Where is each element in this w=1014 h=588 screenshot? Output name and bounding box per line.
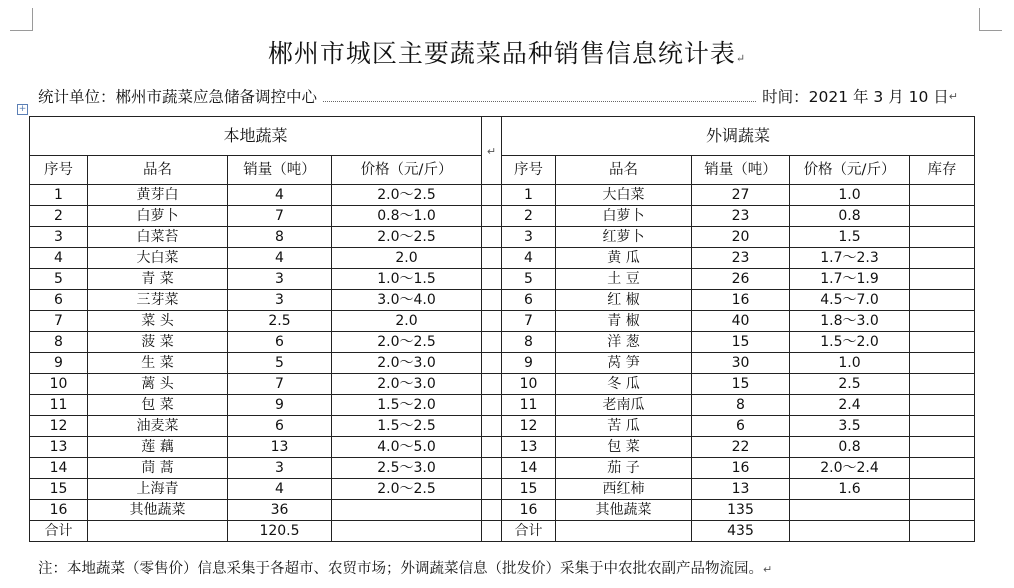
imported-volume-cell: 22 <box>692 437 790 458</box>
imported-volume-cell: 27 <box>692 185 790 206</box>
imported-price-cell: 1.7～1.9 <box>790 269 910 290</box>
total-row <box>30 521 975 542</box>
gap-cell <box>482 206 502 227</box>
gap-cell <box>482 374 502 395</box>
imported-stock-cell <box>910 248 975 269</box>
local-price-cell: 2.0～2.5 <box>332 185 482 206</box>
local-volume-cell: 9 <box>228 395 332 416</box>
table-move-handle-icon[interactable]: + <box>18 104 27 114</box>
imported-stock-cell <box>910 500 975 521</box>
local-volume-cell: 13 <box>228 437 332 458</box>
imported-price-cell: 1.0 <box>790 185 910 206</box>
local-index-cell: 16 <box>30 500 88 521</box>
local-price-cell: 2.5～3.0 <box>332 458 482 479</box>
imported-total-stock-empty <box>910 521 975 542</box>
column-gap: ↵ <box>482 117 502 185</box>
imported-index-cell: 4 <box>502 248 556 269</box>
imported-index-cell: 12 <box>502 416 556 437</box>
local-index-cell: 3 <box>30 227 88 248</box>
imported-total-empty <box>556 521 692 542</box>
imported-price-cell <box>790 500 910 521</box>
local-name-cell: 油麦菜 <box>88 416 228 437</box>
local-index-cell: 2 <box>30 206 88 227</box>
local-index-cell: 4 <box>30 248 88 269</box>
imported-volume-cell: 13 <box>692 479 790 500</box>
footnote: 注：本地蔬菜（零售价）信息采集于各超市、农贸市场；外调蔬菜信息（批发价）采集于中农批农副产品物流园。↵ <box>38 561 773 577</box>
local-index-cell: 1 <box>30 185 88 206</box>
imported-volume-cell: 23 <box>692 248 790 269</box>
imported-stock-cell <box>910 311 975 332</box>
imported-col-volume: 销量（吨） <box>692 156 790 185</box>
local-price-cell: 1.0～1.5 <box>332 269 482 290</box>
imported-price-cell: 2.0～2.4 <box>790 458 910 479</box>
local-price-cell: 2.0 <box>332 311 482 332</box>
imported-name-cell: 黄 瓜 <box>556 248 692 269</box>
local-col-name: 品名 <box>88 156 228 185</box>
column-header-row <box>30 156 975 185</box>
imported-price-cell: 1.7～2.3 <box>790 248 910 269</box>
imported-name-cell: 红 椒 <box>556 290 692 311</box>
table-row <box>30 500 975 521</box>
table-row <box>30 248 975 269</box>
local-price-cell: 1.5～2.0 <box>332 395 482 416</box>
imported-volume-cell: 30 <box>692 353 790 374</box>
local-name-cell: 莲 藕 <box>88 437 228 458</box>
dotted-leader <box>323 91 756 102</box>
imported-stock-cell <box>910 206 975 227</box>
imported-col-price: 价格（元/斤） <box>790 156 910 185</box>
local-volume-cell: 36 <box>228 500 332 521</box>
imported-col-stock: 库存 <box>910 156 975 185</box>
local-col-volume: 销量（吨） <box>228 156 332 185</box>
gap-cell <box>482 458 502 479</box>
imported-stock-cell <box>910 458 975 479</box>
imported-stock-cell <box>910 416 975 437</box>
local-volume-cell: 3 <box>228 458 332 479</box>
imported-price-cell: 1.6 <box>790 479 910 500</box>
table-row <box>30 185 975 206</box>
imported-index-cell: 2 <box>502 206 556 227</box>
imported-name-cell: 洋 葱 <box>556 332 692 353</box>
local-index-cell: 15 <box>30 479 88 500</box>
local-index-cell: 13 <box>30 437 88 458</box>
gap-cell <box>482 311 502 332</box>
imported-name-cell: 苦 瓜 <box>556 416 692 437</box>
local-name-cell: 生 菜 <box>88 353 228 374</box>
local-index-cell: 14 <box>30 458 88 479</box>
local-price-cell: 2.0～2.5 <box>332 227 482 248</box>
local-name-cell: 白萝卜 <box>88 206 228 227</box>
imported-volume-cell: 16 <box>692 458 790 479</box>
imported-index-cell: 3 <box>502 227 556 248</box>
imported-price-cell: 3.5 <box>790 416 910 437</box>
vegetable-sales-table <box>29 116 975 542</box>
local-price-cell: 3.0～4.0 <box>332 290 482 311</box>
gap-cell <box>482 332 502 353</box>
local-volume-cell: 3 <box>228 290 332 311</box>
local-price-cell: 2.0～2.5 <box>332 332 482 353</box>
local-index-cell: 8 <box>30 332 88 353</box>
gap-cell <box>482 500 502 521</box>
imported-price-cell: 4.5～7.0 <box>790 290 910 311</box>
imported-stock-cell <box>910 374 975 395</box>
local-price-cell: 2.0 <box>332 248 482 269</box>
local-volume-cell: 5 <box>228 353 332 374</box>
local-name-cell: 青 菜 <box>88 269 228 290</box>
imported-name-cell: 西红柿 <box>556 479 692 500</box>
imported-stock-cell <box>910 353 975 374</box>
local-col-index: 序号 <box>30 156 88 185</box>
table-row <box>30 458 975 479</box>
imported-index-cell: 1 <box>502 185 556 206</box>
table-row <box>30 437 975 458</box>
local-name-cell: 包 菜 <box>88 395 228 416</box>
local-name-cell: 蓠 头 <box>88 374 228 395</box>
imported-price-cell: 0.8 <box>790 437 910 458</box>
imported-volume-cell: 16 <box>692 290 790 311</box>
local-index-cell: 10 <box>30 374 88 395</box>
table-row <box>30 206 975 227</box>
local-total-empty <box>88 521 228 542</box>
local-total-label: 合计 <box>30 521 88 542</box>
imported-stock-cell <box>910 332 975 353</box>
imported-index-cell: 6 <box>502 290 556 311</box>
imported-name-cell: 包 菜 <box>556 437 692 458</box>
table-row <box>30 416 975 437</box>
imported-volume-cell: 40 <box>692 311 790 332</box>
gap-cell <box>482 416 502 437</box>
table-row <box>30 374 975 395</box>
imported-price-cell: 1.5 <box>790 227 910 248</box>
imported-name-cell: 红萝卜 <box>556 227 692 248</box>
imported-name-cell: 大白菜 <box>556 185 692 206</box>
table-row <box>30 332 975 353</box>
imported-stock-cell <box>910 290 975 311</box>
local-price-cell <box>332 500 482 521</box>
statistics-unit: 统计单位：郴州市蔬菜应急储备调控中心 <box>38 88 318 106</box>
imported-index-cell: 14 <box>502 458 556 479</box>
local-index-cell: 5 <box>30 269 88 290</box>
gap-cell <box>482 227 502 248</box>
imported-price-cell: 2.4 <box>790 395 910 416</box>
imported-name-cell: 土 豆 <box>556 269 692 290</box>
imported-stock-cell <box>910 395 975 416</box>
imported-name-cell: 白萝卜 <box>556 206 692 227</box>
crop-mark-top-right <box>979 8 1002 31</box>
gap-cell <box>482 395 502 416</box>
imported-price-cell: 0.8 <box>790 206 910 227</box>
group-header-row <box>30 117 975 156</box>
gap-cell <box>482 479 502 500</box>
imported-index-cell: 15 <box>502 479 556 500</box>
local-price-cell: 2.0～2.5 <box>332 479 482 500</box>
imported-name-cell: 茄 子 <box>556 458 692 479</box>
gap-cell <box>482 353 502 374</box>
imported-total-price-empty <box>790 521 910 542</box>
imported-index-cell: 9 <box>502 353 556 374</box>
imported-index-cell: 7 <box>502 311 556 332</box>
imported-stock-cell <box>910 185 975 206</box>
local-col-price: 价格（元/斤） <box>332 156 482 185</box>
imported-price-cell: 1.5～2.0 <box>790 332 910 353</box>
imported-name-cell: 老南瓜 <box>556 395 692 416</box>
imported-index-cell: 10 <box>502 374 556 395</box>
imported-stock-cell <box>910 437 975 458</box>
imported-name-cell: 冬 瓜 <box>556 374 692 395</box>
imported-index-cell: 8 <box>502 332 556 353</box>
imported-total-volume: 435 <box>692 521 790 542</box>
local-price-cell: 4.0～5.0 <box>332 437 482 458</box>
crop-mark-top-left <box>10 8 33 31</box>
gap-cell <box>482 248 502 269</box>
local-volume-cell: 4 <box>228 479 332 500</box>
local-name-cell: 上海青 <box>88 479 228 500</box>
gap-cell <box>482 185 502 206</box>
local-name-cell: 菠 菜 <box>88 332 228 353</box>
imported-volume-cell: 20 <box>692 227 790 248</box>
local-vegetables-header: 本地蔬菜 <box>30 117 482 156</box>
imported-name-cell: 其他蔬菜 <box>556 500 692 521</box>
local-name-cell: 黄芽白 <box>88 185 228 206</box>
local-volume-cell: 2.5 <box>228 311 332 332</box>
local-total-volume: 120.5 <box>228 521 332 542</box>
local-volume-cell: 4 <box>228 185 332 206</box>
imported-total-label: 合计 <box>502 521 556 542</box>
local-volume-cell: 4 <box>228 248 332 269</box>
imported-price-cell: 1.8～3.0 <box>790 311 910 332</box>
imported-col-index: 序号 <box>502 156 556 185</box>
imported-index-cell: 13 <box>502 437 556 458</box>
local-name-cell: 菜 头 <box>88 311 228 332</box>
imported-index-cell: 11 <box>502 395 556 416</box>
table-row <box>30 353 975 374</box>
local-index-cell: 6 <box>30 290 88 311</box>
local-index-cell: 11 <box>30 395 88 416</box>
imported-vegetables-header: 外调蔬菜 <box>502 117 975 156</box>
local-name-cell: 三芽菜 <box>88 290 228 311</box>
local-volume-cell: 7 <box>228 206 332 227</box>
local-volume-cell: 8 <box>228 227 332 248</box>
local-price-cell: 2.0～3.0 <box>332 353 482 374</box>
document-title: 郴州市城区主要蔬菜品种销售信息统计表↵ <box>267 39 747 68</box>
imported-volume-cell: 23 <box>692 206 790 227</box>
imported-price-cell: 2.5 <box>790 374 910 395</box>
imported-volume-cell: 6 <box>692 416 790 437</box>
gap-cell <box>482 269 502 290</box>
subtitle-line: 统计单位：郴州市蔬菜应急储备调控中心 时间：2021 年 3 月 10 日 ↵ <box>38 84 958 108</box>
imported-volume-cell: 15 <box>692 374 790 395</box>
imported-volume-cell: 15 <box>692 332 790 353</box>
local-name-cell: 茼 蒿 <box>88 458 228 479</box>
local-volume-cell: 3 <box>228 269 332 290</box>
table-row <box>30 311 975 332</box>
imported-volume-cell: 135 <box>692 500 790 521</box>
local-index-cell: 9 <box>30 353 88 374</box>
gap-cell <box>482 437 502 458</box>
imported-volume-cell: 8 <box>692 395 790 416</box>
table-row <box>30 479 975 500</box>
imported-stock-cell <box>910 479 975 500</box>
local-index-cell: 12 <box>30 416 88 437</box>
imported-index-cell: 16 <box>502 500 556 521</box>
local-index-cell: 7 <box>30 311 88 332</box>
local-name-cell: 其他蔬菜 <box>88 500 228 521</box>
local-price-cell: 0.8～1.0 <box>332 206 482 227</box>
imported-name-cell: 莴 笋 <box>556 353 692 374</box>
gap-cell <box>482 290 502 311</box>
imported-index-cell: 5 <box>502 269 556 290</box>
local-price-cell: 1.5～2.5 <box>332 416 482 437</box>
imported-price-cell: 1.0 <box>790 353 910 374</box>
table-row <box>30 227 975 248</box>
local-price-cell: 2.0～3.0 <box>332 374 482 395</box>
gap-cell <box>482 521 502 542</box>
local-volume-cell: 6 <box>228 416 332 437</box>
imported-stock-cell <box>910 227 975 248</box>
imported-stock-cell <box>910 269 975 290</box>
report-date: 时间：2021 年 3 月 10 日 <box>762 88 949 106</box>
local-name-cell: 大白菜 <box>88 248 228 269</box>
local-total-price-empty <box>332 521 482 542</box>
imported-col-name: 品名 <box>556 156 692 185</box>
imported-name-cell: 青 椒 <box>556 311 692 332</box>
table-row <box>30 290 975 311</box>
local-volume-cell: 7 <box>228 374 332 395</box>
imported-volume-cell: 26 <box>692 269 790 290</box>
table-row <box>30 269 975 290</box>
local-name-cell: 白菜苔 <box>88 227 228 248</box>
table-row <box>30 395 975 416</box>
local-volume-cell: 6 <box>228 332 332 353</box>
